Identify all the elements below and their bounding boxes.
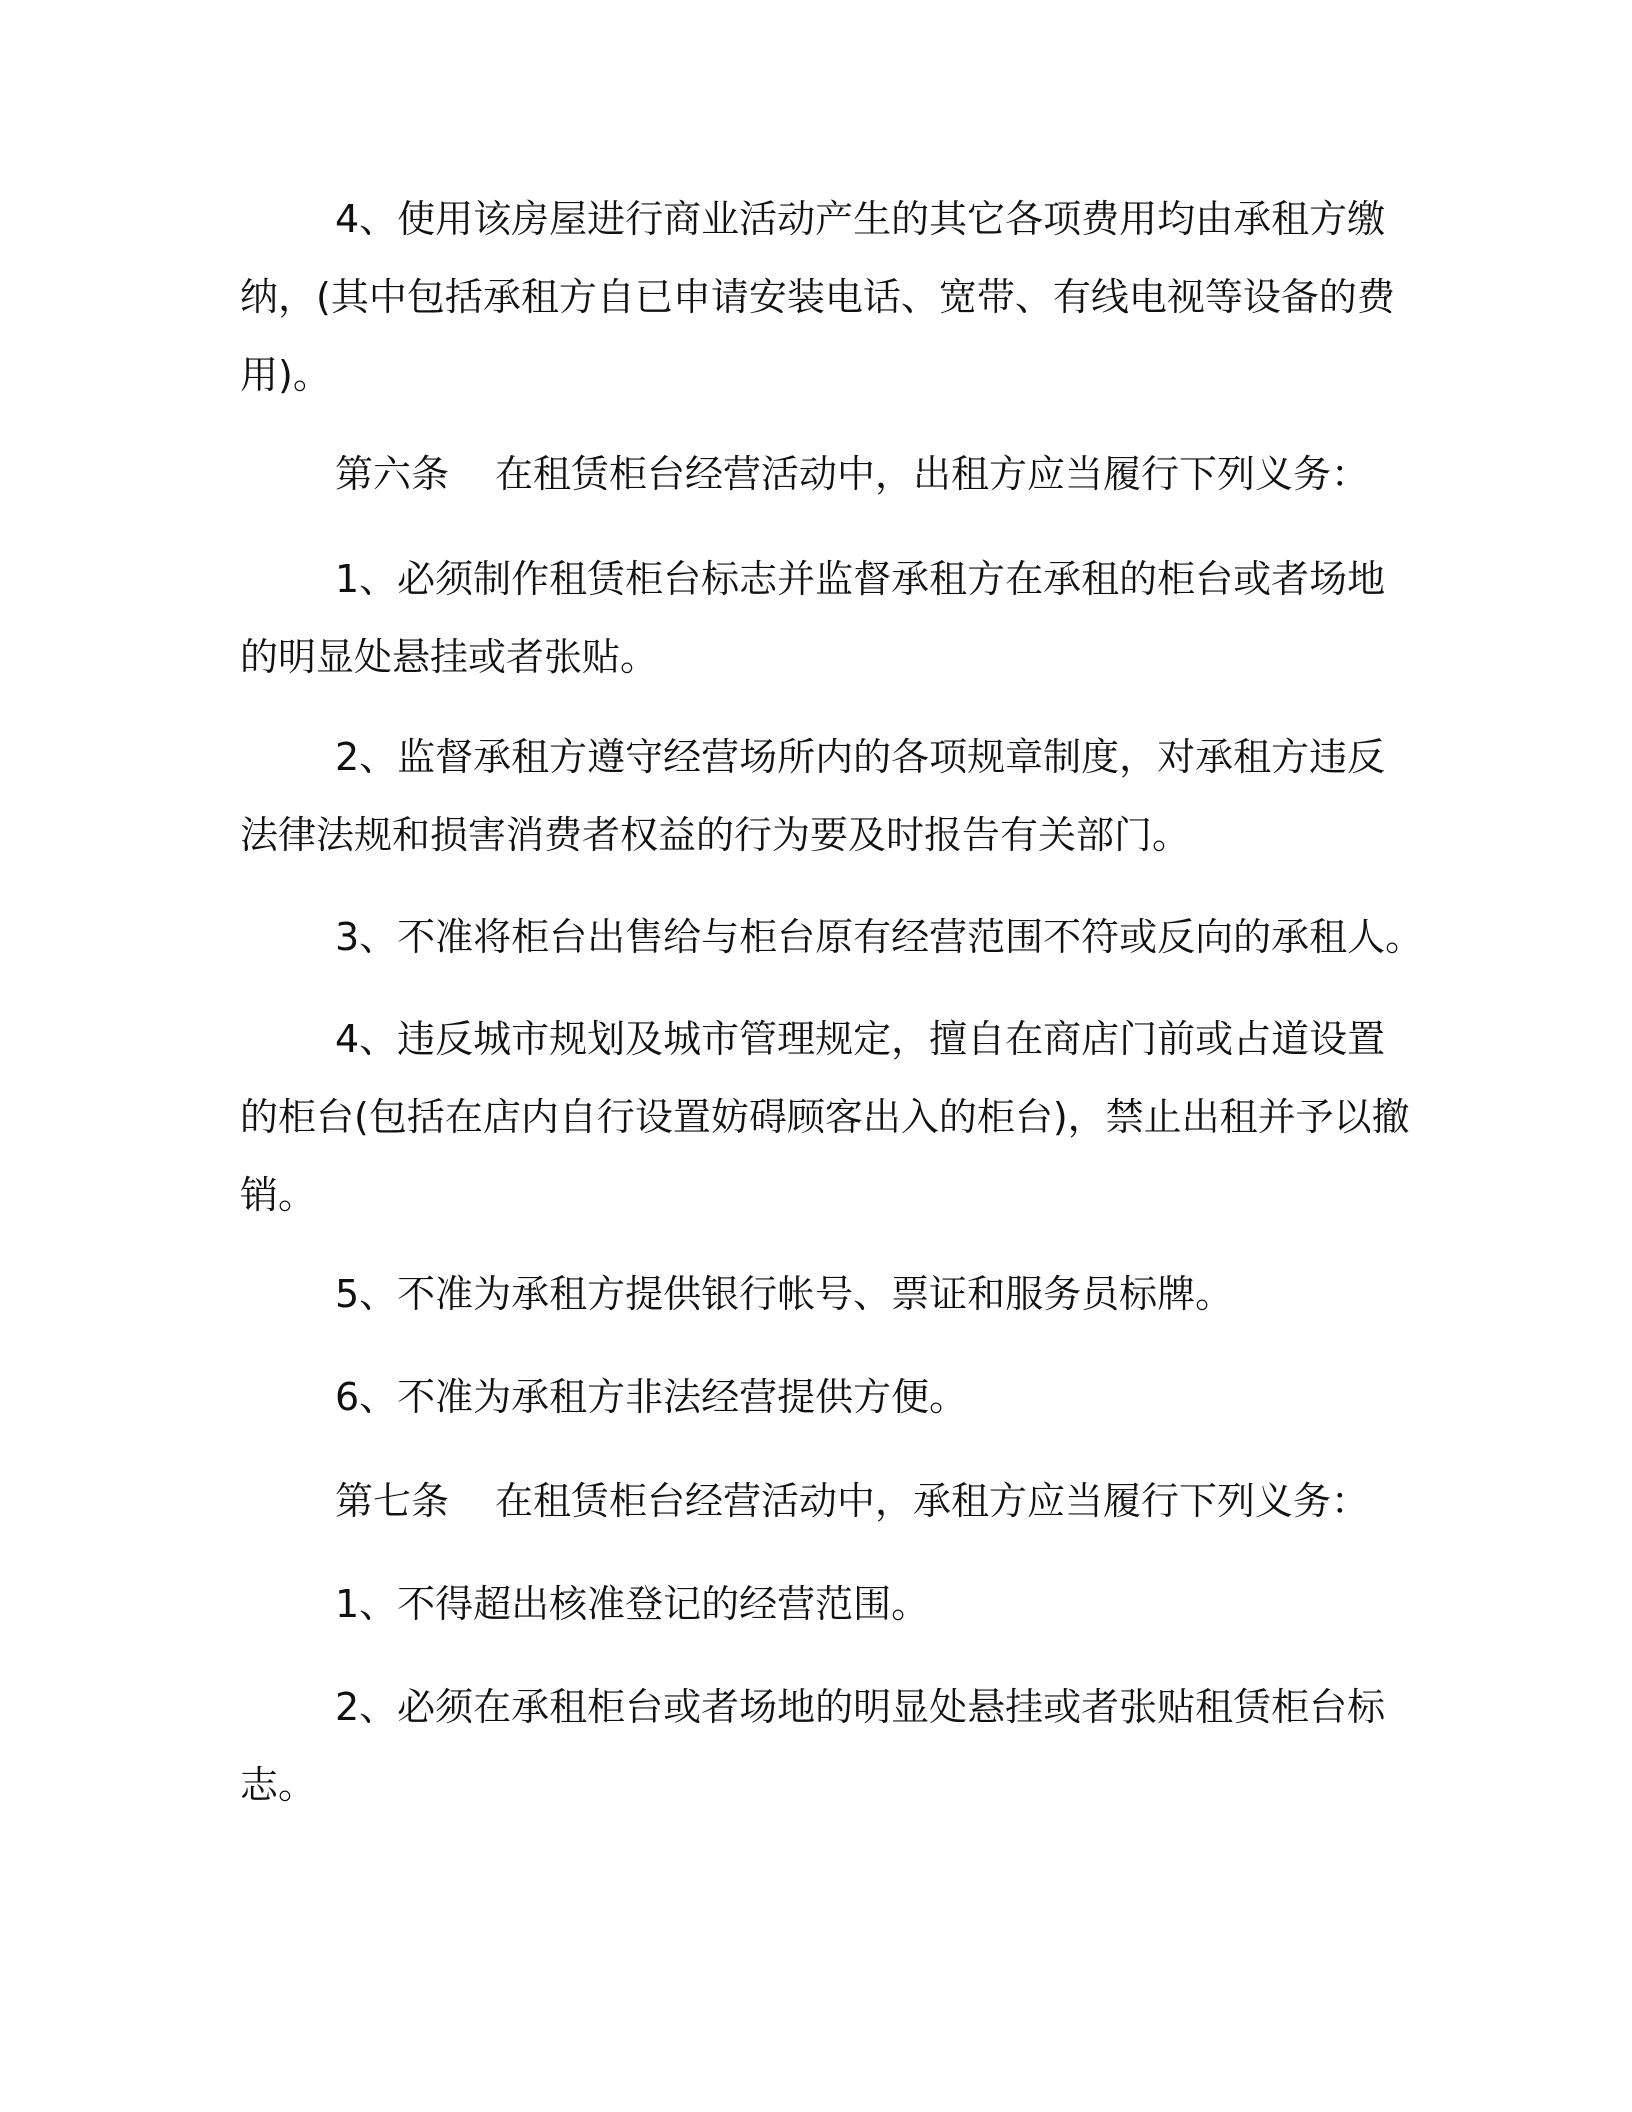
- lessee-duty-2: [240, 1668, 1390, 1824]
- text-line: 2、必须在承租柜台或者场地的明显处悬挂或者张贴租赁柜台标: [335, 1685, 1386, 1729]
- article-heading: 第六条: [335, 452, 450, 496]
- lessor-duty-4: [240, 1000, 1410, 1234]
- text-line: [240, 435, 1390, 513]
- article-text: 在租赁柜台经营活动中，承租方应当履行下列义务：: [495, 1479, 1370, 1523]
- text-line: 志。: [240, 1763, 317, 1807]
- text-line: 的柜台(包括在店内自行设置妨碍顾客出入的柜台)，禁止出租并予以撤: [240, 1095, 1410, 1139]
- lessor-duty-2: [240, 718, 1390, 874]
- text-line: 2、监督承租方遵守经营场所内的各项规章制度，对承租方违反: [335, 735, 1386, 779]
- article-text: 在租赁柜台经营活动中，出租方应当履行下列义务：: [495, 452, 1370, 496]
- lessor-duty-3: [240, 898, 1424, 976]
- text-line: 1、必须制作租赁柜台标志并监督承租方在承租的柜台或者场地: [335, 557, 1386, 601]
- article-seven: [240, 1462, 1390, 1540]
- text-line: 5、不准为承租方提供银行帐号、票证和服务员标牌。: [335, 1272, 1234, 1316]
- text-line: 纳，(其中包括承租方自已申请安装电话、宽带、有线电视等设备的费: [240, 275, 1395, 319]
- lessor-duty-1: [240, 540, 1390, 696]
- text-line: 用)。: [240, 353, 331, 397]
- paragraph-fees: [240, 180, 1395, 414]
- text-line: [240, 1462, 1390, 1540]
- text-line: 6、不准为承租方非法经营提供方便。: [335, 1375, 968, 1419]
- text-line: 1、不得超出核准登记的经营范围。: [335, 1582, 930, 1626]
- text-line: 的明显处悬挂或者张贴。: [240, 635, 659, 679]
- text-line: 4、违反城市规划及城市管理规定，擅自在商店门前或占道设置: [335, 1017, 1386, 1061]
- lessor-duty-6: [240, 1358, 1390, 1436]
- article-heading: 第七条: [335, 1479, 450, 1523]
- text-line: 4、使用该房屋进行商业活动产生的其它各项费用均由承租方缴: [335, 197, 1386, 241]
- text-line: 销。: [240, 1173, 317, 1217]
- lessee-duty-1: [240, 1565, 1390, 1643]
- text-line: 3、不准将柜台出售给与柜台原有经营范围不符或反向的承租人。: [335, 915, 1424, 959]
- text-line: 法律法规和损害消费者权益的行为要及时报告有关部门。: [240, 813, 1191, 857]
- lessor-duty-5: [240, 1255, 1390, 1333]
- article-six: [240, 435, 1390, 513]
